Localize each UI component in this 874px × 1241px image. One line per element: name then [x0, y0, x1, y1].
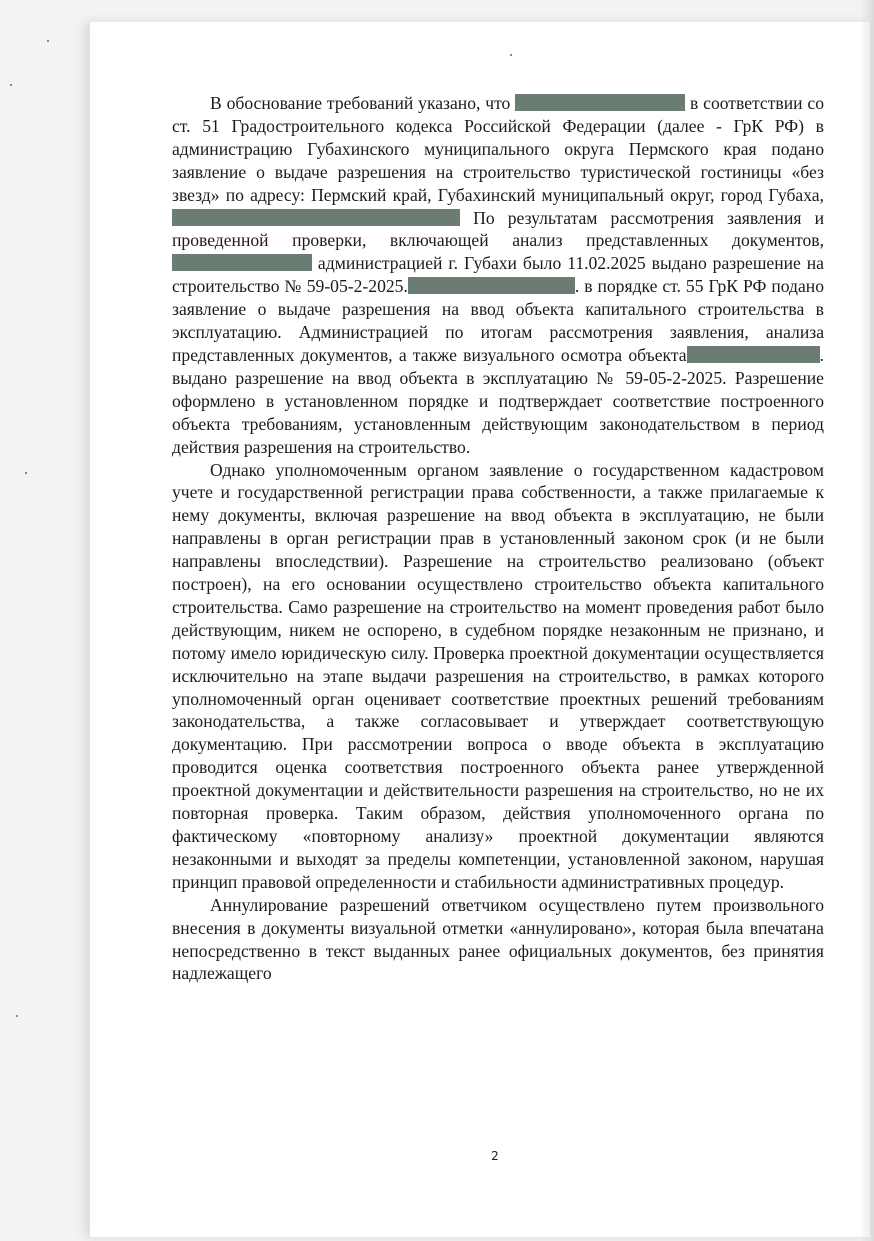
paragraph-3: Аннулирование разрешений ответчиком осуществлено путем произвольного внесения в документы визуальной отметки «аннулировано», которая была впечатана непосредственно в текст выданных ранее официальных документов, без принятия надлежащего: [172, 894, 824, 984]
scan-speck: [47, 40, 49, 42]
redaction-block: [687, 346, 820, 363]
paragraph-1-segment: . в порядке ст. 55 ГрК РФ подано заявление о выдаче разрешения на ввод объекта капитального строительства в эксплуатацию. Администрацией по итогам рассмотрения заявления, анализа представленных документов, а также визуального осмотра объекта: [172, 276, 824, 365]
redaction-block: [515, 94, 685, 111]
paragraph-2: Однако уполномоченным органом заявление о государственном кадастровом учете и государственной регистрации права собственности, а также прилагаемые к нему документы, включая разрешение на ввод объекта в эксплуатацию, не были направлены в орган регистрации прав в установленный законом срок (и не были направлены впоследствии). Разрешение на строительство реализовано (объект построен), на его основании осуществлено строительство объекта капитального строительства. Само разрешение на строительство на момент проведения работ было действующим, никем не оспорено, в судебном порядке незаконным не признано, и потому имело юридическую силу. Проверка проектной документации осуществляется исключительно на этапе выдачи разрешения на строительство, в рамках которого уполномоченный орган оценивает соответствие проектных решений требованиям законодательства, а также согласовывает и утверждает соответствующую документацию. При рассмотрении вопроса о вводе объекта в эксплуатацию проводится оценка соответствия построенного объекта ранее утвержденной проектной документации и действительности разрешения на строительство, но не их повторная проверка. Таким образом, действия уполномоченного органа по фактическому «повторному анализу» проектной документации являются незаконными и выходят за пределы компетенции, установленной законом, нарушая принцип правовой определенности и стабильности административных процедур.: [172, 459, 824, 892]
paragraph-1-segment: . выдано разрешение на ввод объекта в эксплуатацию № 59-05-2-2025. Разрешение оформлено в установленном порядке и подтверждает соответствие построенного объекта требованиям, установленным действующим законодательством в период действия разрешения на строительство.: [172, 344, 824, 457]
redaction-block: [408, 277, 575, 294]
document-body: [172, 92, 824, 985]
redaction-block: [172, 209, 460, 226]
paragraph-1-segment: В обоснование требований указано, что: [210, 93, 516, 113]
page-edge-shadow: [860, 0, 874, 1241]
scan-speck: [510, 54, 512, 56]
scan-speck: [16, 1015, 18, 1017]
paragraph-1-segment: По результатам рассмотрения заявления и проведенной проверки, включающей анализ представленных документов,: [172, 207, 824, 251]
scan-speck: [10, 84, 12, 86]
paragraph-1-segment: администрацией г. Губахи было 11.02.2025 выдано разрешение на строительство № 59-05-2-2025.: [172, 253, 824, 297]
paragraph-1: [172, 92, 824, 459]
paragraph-1-segment: в соответствии со ст. 51 Градостроительного кодекса Российской Федерации (далее - ГрК РФ) в администрацию Губахинского муниципального округа Пермского края подано заявление о выдаче разрешения на строительство туристической гостиницы «без звезд» по адресу: Пермский край, Губахинский муниципальный округ, город Губаха,: [172, 93, 824, 205]
scan-speck: [25, 472, 27, 474]
redaction-block: [172, 254, 312, 271]
page-number: 2: [491, 1149, 499, 1163]
